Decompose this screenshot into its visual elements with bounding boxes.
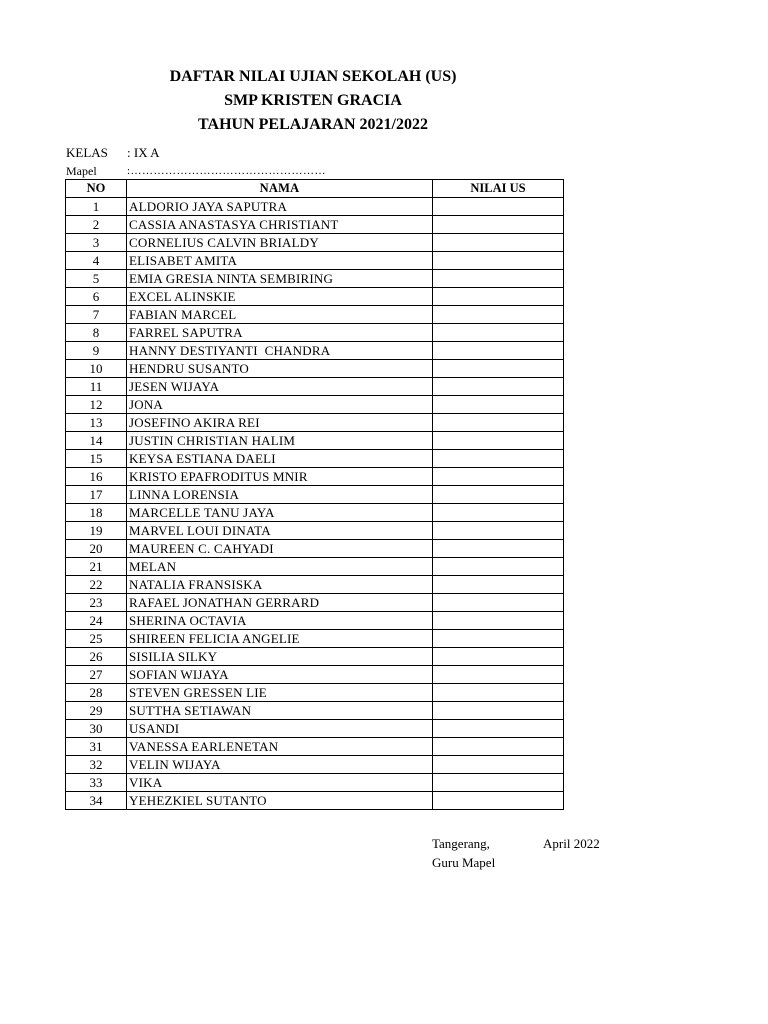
- row-number: 31: [66, 738, 127, 756]
- grade-cell[interactable]: [433, 774, 564, 792]
- kelas-value: : IX A: [127, 145, 160, 160]
- row-number: 34: [66, 792, 127, 810]
- student-name: JONA: [127, 396, 433, 414]
- row-number: 4: [66, 252, 127, 270]
- grade-cell[interactable]: [433, 504, 564, 522]
- grade-cell[interactable]: [433, 756, 564, 774]
- student-name: MAUREEN C. CAHYADI: [127, 540, 433, 558]
- row-number: 24: [66, 612, 127, 630]
- grade-cell[interactable]: [433, 450, 564, 468]
- row-number: 28: [66, 684, 127, 702]
- student-name: EXCEL ALINSKIE: [127, 288, 433, 306]
- grade-cell[interactable]: [433, 612, 564, 630]
- row-number: 6: [66, 288, 127, 306]
- table-row: [66, 774, 564, 792]
- table-row: [66, 540, 564, 558]
- row-number: 21: [66, 558, 127, 576]
- row-number: 19: [66, 522, 127, 540]
- kelas-label: KELAS: [66, 145, 108, 160]
- row-number: 23: [66, 594, 127, 612]
- grade-cell[interactable]: [433, 486, 564, 504]
- student-name: FABIAN MARCEL: [127, 306, 433, 324]
- row-number: 5: [66, 270, 127, 288]
- student-name: VIKA: [127, 774, 433, 792]
- table-row: [66, 576, 564, 594]
- student-name: MARCELLE TANU JAYA: [127, 504, 433, 522]
- row-number: 15: [66, 450, 127, 468]
- row-number: 20: [66, 540, 127, 558]
- table-header-row: [66, 180, 564, 198]
- student-name: LINNA LORENSIA: [127, 486, 433, 504]
- grade-cell[interactable]: [433, 792, 564, 810]
- grade-cell[interactable]: [433, 270, 564, 288]
- row-number: 14: [66, 432, 127, 450]
- table-row: [66, 612, 564, 630]
- table-row: [66, 648, 564, 666]
- row-number: 27: [66, 666, 127, 684]
- table-row: [66, 234, 564, 252]
- table-row: [66, 432, 564, 450]
- table-row: [66, 702, 564, 720]
- student-name: SHIREEN FELICIA ANGELIE: [127, 630, 433, 648]
- grade-cell[interactable]: [433, 288, 564, 306]
- student-name: KRISTO EPAFRODITUS MNIR: [127, 468, 433, 486]
- student-name: ALDORIO JAYA SAPUTRA: [127, 198, 433, 216]
- table-row: [66, 630, 564, 648]
- school-name: SMP KRISTEN GRACIA: [224, 92, 402, 109]
- header-nama: NAMA: [127, 180, 433, 198]
- grade-cell[interactable]: [433, 558, 564, 576]
- student-name: MELAN: [127, 558, 433, 576]
- table-row: [66, 522, 564, 540]
- student-name: VELIN WIJAYA: [127, 756, 433, 774]
- table-row: [66, 306, 564, 324]
- student-name: JOSEFINO AKIRA REI: [127, 414, 433, 432]
- student-name: CASSIA ANASTASYA CHRISTIANT: [127, 216, 433, 234]
- student-name: USANDI: [127, 720, 433, 738]
- grade-cell[interactable]: [433, 306, 564, 324]
- row-number: 26: [66, 648, 127, 666]
- table-row: [66, 720, 564, 738]
- student-name: STEVEN GRESSEN LIE: [127, 684, 433, 702]
- row-number: 12: [66, 396, 127, 414]
- table-row: [66, 594, 564, 612]
- student-name: HENDRU SUSANTO: [127, 360, 433, 378]
- row-number: 17: [66, 486, 127, 504]
- table-row: [66, 792, 564, 810]
- row-number: 32: [66, 756, 127, 774]
- row-number: 8: [66, 324, 127, 342]
- grade-cell[interactable]: [433, 522, 564, 540]
- grade-cell[interactable]: [433, 576, 564, 594]
- student-name: SISILIA SILKY: [127, 648, 433, 666]
- grade-cell[interactable]: [433, 342, 564, 360]
- grade-cell[interactable]: [433, 468, 564, 486]
- table-row: [66, 684, 564, 702]
- row-number: 16: [66, 468, 127, 486]
- grade-cell[interactable]: [433, 252, 564, 270]
- row-number: 11: [66, 378, 127, 396]
- grade-cell[interactable]: [433, 720, 564, 738]
- grade-cell[interactable]: [433, 540, 564, 558]
- student-name: YEHEZKIEL SUTANTO: [127, 792, 433, 810]
- header-no: NO: [66, 180, 127, 198]
- table-row: [66, 450, 564, 468]
- student-name: HANNY DESTIYANTI CHANDRA: [127, 342, 433, 360]
- table-row: [66, 252, 564, 270]
- row-number: 22: [66, 576, 127, 594]
- grade-cell[interactable]: [433, 738, 564, 756]
- row-number: 2: [66, 216, 127, 234]
- document-title: DAFTAR NILAI UJIAN SEKOLAH (US): [169, 68, 457, 85]
- mapel-label: Mapel: [66, 164, 97, 178]
- student-name: JUSTIN CHRISTIAN HALIM: [127, 432, 433, 450]
- row-number: 25: [66, 630, 127, 648]
- row-number: 33: [66, 774, 127, 792]
- student-name: JESEN WIJAYA: [127, 378, 433, 396]
- table-row: [66, 396, 564, 414]
- row-number: 10: [66, 360, 127, 378]
- grade-cell[interactable]: [433, 324, 564, 342]
- table-row: [66, 558, 564, 576]
- row-number: 7: [66, 306, 127, 324]
- grade-cell[interactable]: [433, 684, 564, 702]
- table-row: [66, 360, 564, 378]
- table-row: [66, 504, 564, 522]
- row-number: 3: [66, 234, 127, 252]
- table-row: [66, 342, 564, 360]
- student-name: KEYSA ESTIANA DAELI: [127, 450, 433, 468]
- table-row: [66, 738, 564, 756]
- grade-cell[interactable]: [433, 396, 564, 414]
- student-name: SUTTHA SETIAWAN: [127, 702, 433, 720]
- table-row: [66, 270, 564, 288]
- row-number: 30: [66, 720, 127, 738]
- footer-signatory: Guru Mapel: [432, 855, 496, 870]
- table-row: [66, 756, 564, 774]
- mapel-value: :……………………………………………: [127, 165, 327, 177]
- row-number: 1: [66, 198, 127, 216]
- row-number: 9: [66, 342, 127, 360]
- table-row: [66, 198, 564, 216]
- student-name: SHERINA OCTAVIA: [127, 612, 433, 630]
- grade-cell[interactable]: [433, 198, 564, 216]
- student-name: EMIA GRESIA NINTA SEMBIRING: [127, 270, 433, 288]
- table-row: [66, 414, 564, 432]
- row-number: 18: [66, 504, 127, 522]
- grade-cell[interactable]: [433, 648, 564, 666]
- header-nilai-us: NILAI US: [433, 180, 564, 198]
- student-name: FARREL SAPUTRA: [127, 324, 433, 342]
- grade-cell[interactable]: [433, 666, 564, 684]
- student-name: NATALIA FRANSISKA: [127, 576, 433, 594]
- row-number: 13: [66, 414, 127, 432]
- table-row: [66, 378, 564, 396]
- grade-cell[interactable]: [433, 594, 564, 612]
- table-row: [66, 288, 564, 306]
- grade-cell[interactable]: [433, 432, 564, 450]
- table-row: [66, 468, 564, 486]
- grade-cell[interactable]: [433, 234, 564, 252]
- grade-cell[interactable]: [433, 360, 564, 378]
- student-name: ELISABET AMITA: [127, 252, 433, 270]
- grades-table: [65, 179, 564, 810]
- table-row: [66, 666, 564, 684]
- grade-cell[interactable]: [433, 702, 564, 720]
- student-name: VANESSA EARLENETAN: [127, 738, 433, 756]
- table-row: [66, 216, 564, 234]
- table-row: [66, 486, 564, 504]
- academic-year: TAHUN PELAJARAN 2021/2022: [198, 116, 428, 133]
- student-name: MARVEL LOUI DINATA: [127, 522, 433, 540]
- grade-cell[interactable]: [433, 414, 564, 432]
- student-name: RAFAEL JONATHAN GERRARD: [127, 594, 433, 612]
- grade-cell[interactable]: [433, 216, 564, 234]
- student-name: SOFIAN WIJAYA: [127, 666, 433, 684]
- grade-cell[interactable]: [433, 378, 564, 396]
- row-number: 29: [66, 702, 127, 720]
- footer-date: April 2022: [543, 836, 600, 851]
- table-row: [66, 324, 564, 342]
- student-name: CORNELIUS CALVIN BRIALDY: [127, 234, 433, 252]
- grade-cell[interactable]: [433, 630, 564, 648]
- footer-city: Tangerang,: [432, 836, 490, 851]
